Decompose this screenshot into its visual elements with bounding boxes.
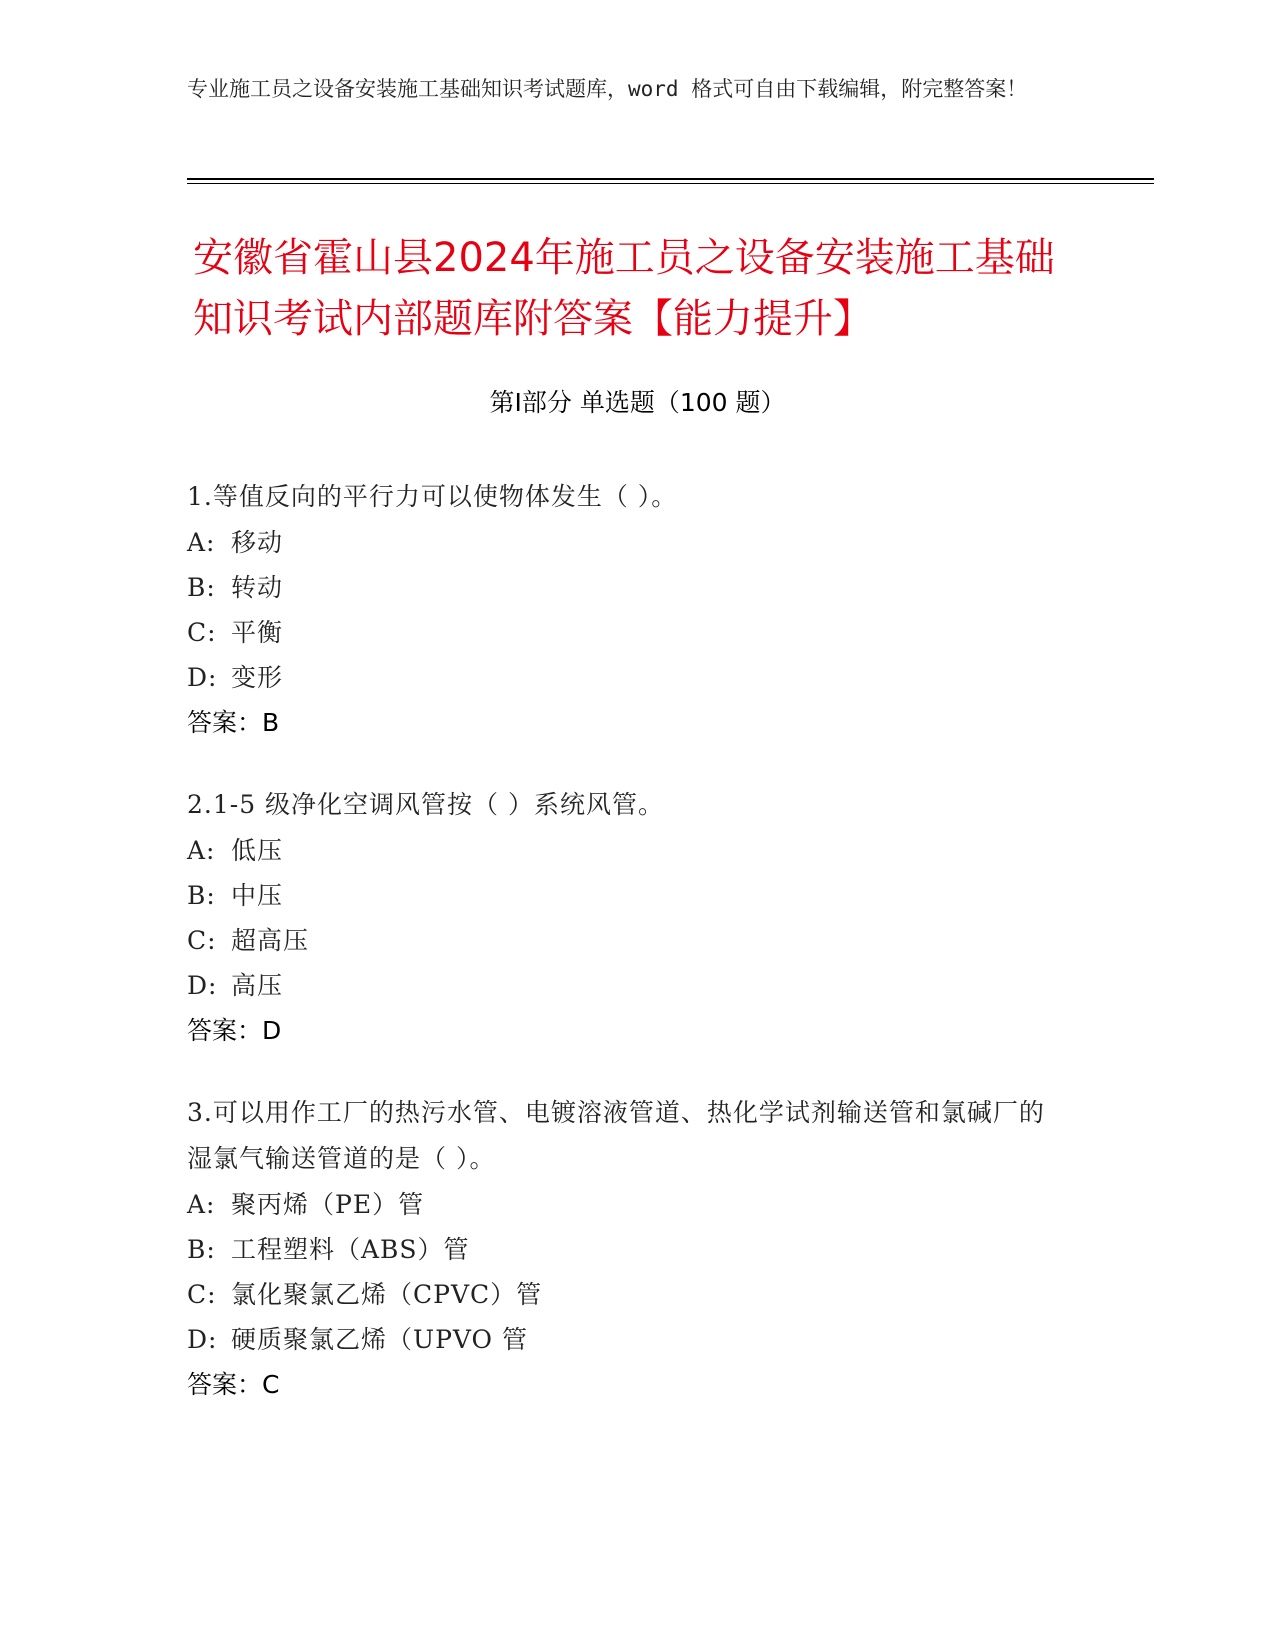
option-key: B: [187, 1235, 216, 1264]
option-key: C: [187, 926, 217, 955]
option-b [187, 565, 1067, 610]
option-key: B: [187, 881, 216, 910]
option-key: C: [187, 1280, 217, 1309]
option-key: B: [187, 573, 216, 602]
option-c [187, 610, 1067, 655]
document-title: 安徽省霍山县2024年施工员之设备安装施工基础知识考试内部题库附答案【能力提升】 [193, 235, 1055, 342]
answer-line: 答案：B [187, 708, 280, 737]
option-text: 变形 [231, 663, 284, 692]
option-b [187, 1227, 1067, 1272]
question-stem: 3.可以用作工厂的热污水管、电镀溶液管道、热化学试剂输送管和氯碱厂的湿氯气输送管道的是（ ）。 [187, 1098, 1045, 1173]
option-c [187, 1272, 1067, 1317]
option-key: A: [187, 528, 216, 557]
question-stem: 1.等值反向的平行力可以使物体发生（ ）。 [187, 482, 678, 511]
option-text: 平衡 [231, 618, 284, 647]
option-key: C: [187, 618, 217, 647]
section-title: 第Ⅰ部分 单选题（100 题） [489, 388, 786, 417]
header-rule-thin [187, 183, 1154, 184]
option-a [187, 520, 1067, 565]
option-key: D: [187, 971, 218, 1000]
answer-line: 答案：C [187, 1370, 280, 1399]
option-key: A: [187, 1190, 216, 1219]
option-a [187, 828, 1067, 873]
option-text: 低压 [231, 836, 284, 865]
question-2 [187, 782, 1067, 1054]
header-note: 专业施工员之设备安装施工基础知识考试题库，word 格式可自由下载编辑，附完整答案！ [187, 77, 1028, 101]
option-b [187, 873, 1067, 918]
option-key: D: [187, 1325, 218, 1354]
question-1 [187, 474, 1067, 746]
option-text: 超高压 [231, 926, 310, 955]
option-text: 转动 [231, 573, 284, 602]
question-list [187, 474, 1067, 1444]
option-text: 氯化聚氯乙烯（CPVC）管 [231, 1280, 543, 1309]
option-text: 移动 [231, 528, 284, 557]
option-text: 中压 [231, 881, 284, 910]
question-stem: 2.1-5 级净化空调风管按（ ）系统风管。 [187, 790, 665, 819]
option-text: 高压 [231, 971, 284, 1000]
option-c [187, 918, 1067, 963]
question-3 [187, 1090, 1067, 1408]
header-rule-thick [187, 178, 1154, 180]
option-a [187, 1182, 1067, 1227]
option-d [187, 963, 1067, 1008]
option-text: 硬质聚氯乙烯（UPVO 管 [231, 1325, 528, 1354]
option-d [187, 655, 1067, 700]
option-key: A: [187, 836, 216, 865]
option-key: D: [187, 663, 218, 692]
answer-line: 答案：D [187, 1016, 282, 1045]
option-d [187, 1317, 1067, 1362]
option-text: 工程塑料（ABS）管 [231, 1235, 470, 1264]
option-text: 聚丙烯（PE）管 [231, 1190, 425, 1219]
